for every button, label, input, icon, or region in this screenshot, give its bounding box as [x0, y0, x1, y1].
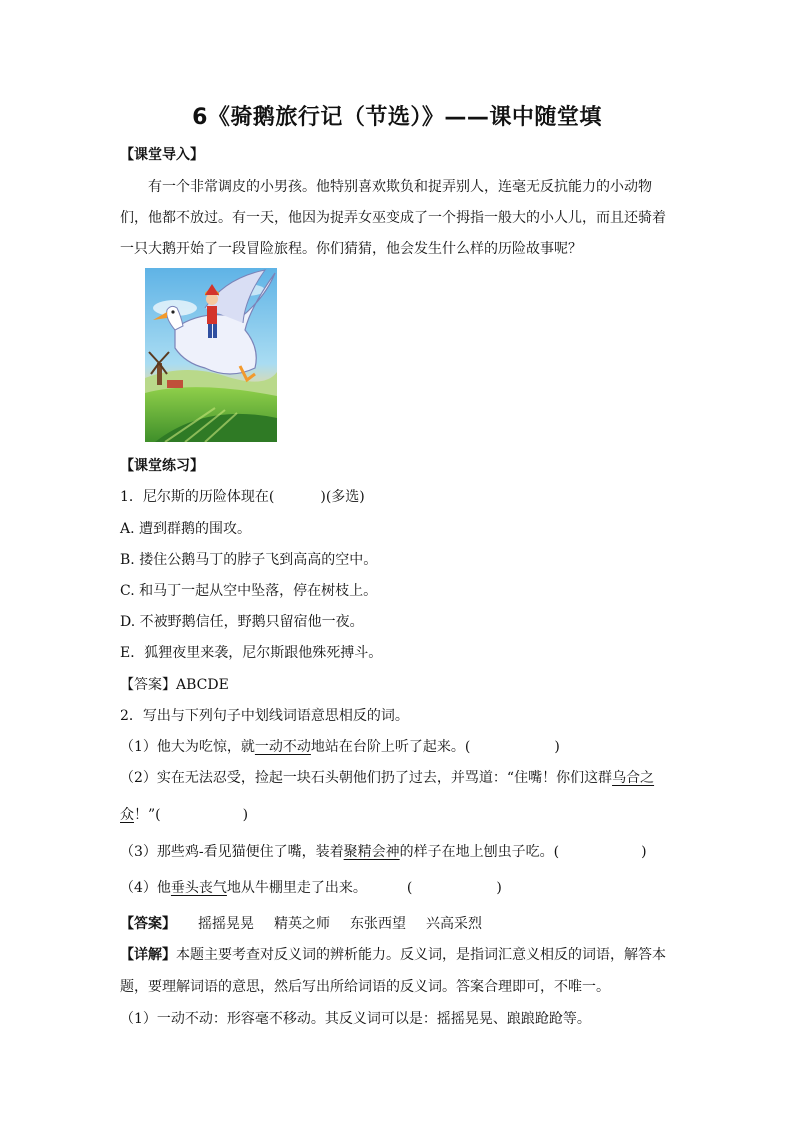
detail-text: 本题主要考查对反义词的辨析能力。反义词，是指词汇意义相反的词语，解答本: [176, 947, 666, 963]
option-a: A. 遭到群鹅的围攻。: [120, 521, 252, 537]
document-title: 6《骑鹅旅行记（节选）》——课中随堂填: [192, 105, 602, 130]
paren-close: ): [554, 739, 560, 755]
option-d: D. 不被野鹅信任，野鹅只留宿他一夜。: [120, 614, 364, 630]
underlined-word: 众: [120, 807, 134, 823]
goose-rider-illustration: [145, 268, 277, 442]
answer-word: 精英之师: [274, 916, 330, 932]
question-2-stem: 2．写出与下列句子中划线词语意思相反的词。: [120, 708, 409, 724]
sentence-3-text: （3）那些鸡-看见猫便住了嘴，装着: [120, 844, 344, 860]
intro-line-3: 一只大鹅开始了一段冒险旅程。你们猜猜，他会发生什么样的历险故事呢？: [120, 241, 582, 257]
paren-close: ): [242, 807, 249, 823]
paren-close: ): [641, 844, 647, 860]
option-e: E．狐狸夜里来袭，尼尔斯跟他殊死搏斗。: [120, 645, 383, 661]
sentence-2-text-end: ！”(: [134, 807, 161, 823]
question-1-stem-end: )(多选): [320, 489, 365, 505]
sentence-3: [120, 843, 647, 861]
underlined-word: 垂头丧气: [170, 880, 227, 896]
sentence-1: [120, 738, 560, 756]
question-2-answer: [120, 915, 482, 933]
intro-line-1: 有一个非常调皮的小男孩。他特别喜欢欺负和捉弄别人，连毫无反抗能力的小动物: [148, 179, 652, 195]
question-1: [120, 488, 365, 506]
sentence-1-text-end: 地站在台阶上听了起来。(: [310, 739, 471, 755]
intro-heading: 【课堂导入】: [120, 147, 204, 163]
question-1-stem: 1．尼尔斯的历险体现在(: [120, 489, 275, 505]
sentence-2: [120, 769, 654, 787]
intro-line-2: 们，他都不放过。有一天，他因为捉弄女巫变成了一个拇指一般大的小人儿，而且还骑着: [120, 210, 666, 226]
detail-line-2: 题，要理解词语的意思，然后写出所给词语的反义词。答案合理即可，不唯一。: [120, 979, 610, 995]
option-b: B. 搂住公鹅马丁的脖子飞到高高的空中。: [120, 552, 378, 568]
answer-word: 兴高采烈: [426, 916, 482, 932]
underlined-word: 一动不动: [254, 739, 311, 755]
answer-word: 摇摇晃晃: [198, 916, 254, 932]
detail-line-3: （1）一动不动：形容毫不移动。其反义词可以是：摇摇晃晃、踉踉跄跄等。: [120, 1011, 591, 1027]
underlined-word: 聚精会神: [343, 844, 400, 860]
sentence-3-text-end: 的样子在地上刨虫子吃。(: [399, 844, 560, 860]
question-1-answer: 【答案】ABCDE: [120, 677, 229, 693]
detail-line-1: [120, 946, 666, 964]
goose-rider-image: [145, 268, 277, 442]
detail-label: 【详解】: [120, 947, 176, 963]
sentence-1-text: （1）他大为吃惊，就: [120, 739, 255, 755]
answer-label: 【答案】: [120, 916, 176, 932]
sentence-2-continued: [120, 806, 248, 824]
paren-open: (: [406, 880, 413, 896]
sentence-2-text: （2）实在无法忍受，捡起一块石头朝他们扔了过去，并骂道：“住嘴！你们这群: [120, 770, 613, 786]
sentence-4-text: （4）他: [120, 880, 171, 896]
option-c: C. 和马丁一起从空中坠落，停在树枝上。: [120, 583, 378, 599]
practice-heading: 【课堂练习】: [120, 458, 204, 474]
underlined-word: 乌合之: [612, 770, 655, 786]
sentence-4: [120, 879, 502, 897]
sentence-4-text-end: 地从牛棚里走了出来。: [226, 880, 367, 896]
paren-close: ): [496, 880, 502, 896]
answer-word: 东张西望: [350, 916, 406, 932]
